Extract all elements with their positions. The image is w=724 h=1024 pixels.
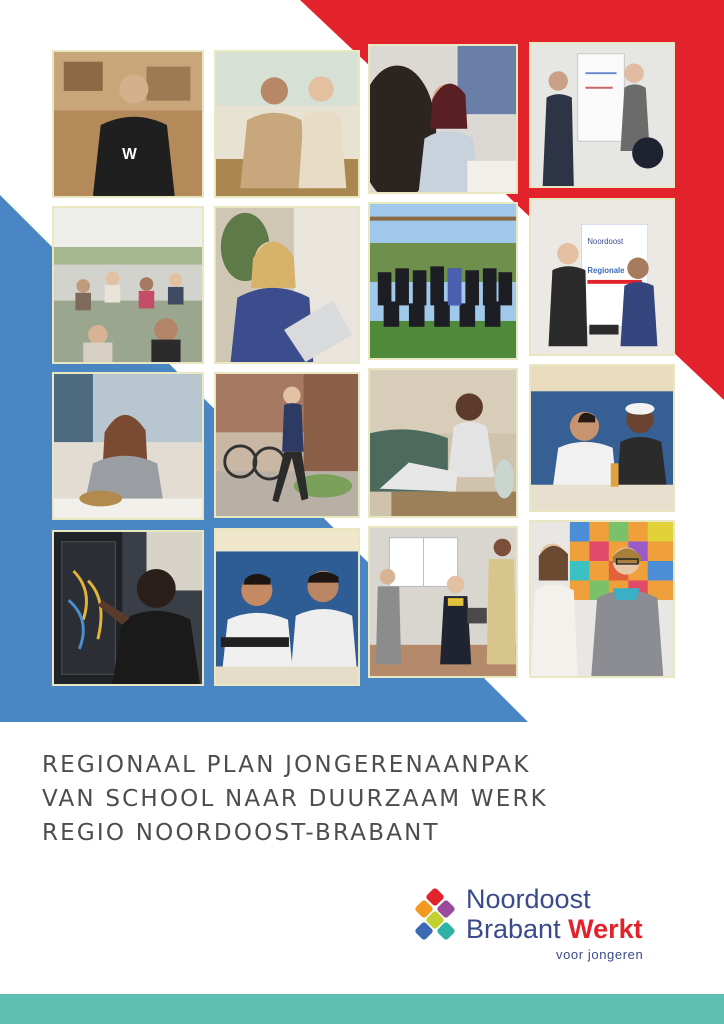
photo-workshop-student <box>52 50 204 198</box>
photo-group-standing <box>368 526 518 678</box>
document-title <box>42 748 662 850</box>
logo-text-brabant: Brabant <box>466 914 561 944</box>
logo-mark-icon <box>414 888 456 944</box>
organization-logo <box>414 884 674 974</box>
title-line-1: REGIONAAL PLAN JONGERENAANPAK <box>42 752 531 778</box>
photo-two-talking <box>214 50 360 198</box>
svg-text:Noordoost: Noordoost <box>587 236 624 246</box>
title-line-3: REGIO NOORDOOST-BRABANT <box>42 820 440 846</box>
logo-tagline: voor jongeren <box>556 947 644 962</box>
logo-text-brabant-werkt <box>466 914 643 945</box>
photo-smiling-woman <box>368 44 518 194</box>
photo-laptop-girl <box>214 206 360 364</box>
svg-text:Regionale: Regionale <box>587 266 625 276</box>
photo-flipchart <box>529 42 675 188</box>
photo-group-floor <box>52 206 204 364</box>
footer-teal-bar <box>0 994 724 1024</box>
photo-glasses-talk <box>529 520 675 678</box>
logo-text-werkt: Werkt <box>568 914 643 944</box>
photo-two-men-laughing <box>529 364 675 512</box>
photo-woman-office <box>52 372 204 520</box>
photo-electrical-panel <box>52 530 204 686</box>
photo-sofa-phone <box>368 368 518 518</box>
photo-football-team <box>368 202 518 360</box>
photo-walking <box>214 372 360 518</box>
title-line-2: VAN SCHOOL NAAR DUURZAAM WERK <box>42 786 548 812</box>
photo-presentation <box>529 198 675 356</box>
svg-text:W: W <box>122 146 137 164</box>
logo-text-noordoost: Noordoost <box>466 884 591 914</box>
photo-thumbs-up <box>214 528 360 686</box>
